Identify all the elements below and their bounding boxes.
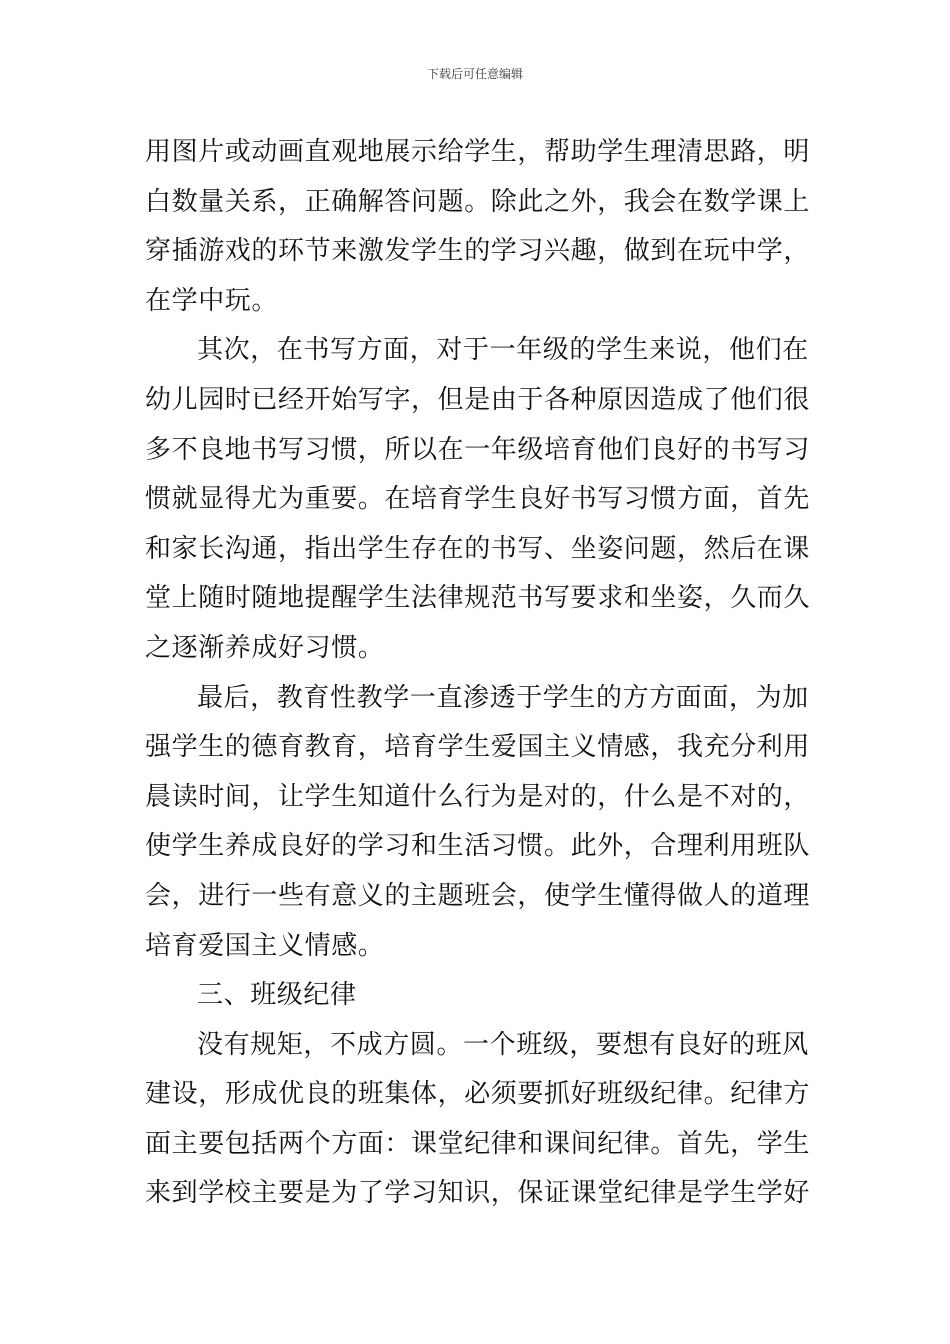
text-line: 惯就显得尤为重要。在培育学生良好书写习惯方面，首先 bbox=[145, 484, 811, 515]
text-line: 穿插游戏的环节来激发学生的学习兴趣，做到在玩中学， bbox=[145, 236, 811, 267]
text-line: 用图片或动画直观地展示给学生，帮助学生理清思路，明 bbox=[145, 137, 811, 167]
page-header: 下载后可任意编辑 bbox=[426, 67, 523, 81]
text-line: 面主要包括两个方面：课堂纪律和课间纪律。首先，学生 bbox=[145, 1128, 811, 1159]
text-line: 建设，形成优良的班集体，必须要抓好班级纪律。纪律方 bbox=[145, 1079, 811, 1110]
text-line: 晨读时间，让学生知道什么行为是对的，什么是不对的， bbox=[145, 781, 811, 812]
text-line: 最后，教育性教学一直渗透于学生的方方面面，为加 bbox=[197, 682, 809, 713]
text-line: 没有规矩，不成方圆。一个班级，要想有良好的班风 bbox=[197, 1029, 809, 1060]
text-line: 幼儿园时已经开始写字，但是由于各种原因造成了他们很 bbox=[145, 384, 811, 415]
text-line: 强学生的德育教育，培育学生爱国主义情感，我充分利用 bbox=[145, 732, 811, 763]
text-line: 和家长沟通，指出学生存在的书写、坐姿问题，然后在课 bbox=[145, 533, 811, 564]
text-line: 堂上随时随地提醒学生法律规范书写要求和坐姿，久而久 bbox=[145, 583, 811, 614]
text-line: 多不良地书写习惯，所以在一年级培育他们良好的书写习 bbox=[145, 434, 811, 465]
text-line: 培育爱国主义情感。 bbox=[145, 930, 385, 961]
text-line: 白数量关系，正确解答问题。除此之外，我会在数学课上 bbox=[145, 186, 811, 217]
text-line: 会，进行一些有意义的主题班会，使学生懂得做人的道理 bbox=[145, 880, 811, 911]
document-body bbox=[145, 128, 811, 1219]
text-line: 之逐渐养成好习惯。 bbox=[145, 632, 385, 663]
text-line: 来到学校主要是为了学习知识，保证课堂纪律是学生学好 bbox=[145, 1178, 811, 1209]
text-line: 使学生养成良好的学习和生活习惯。此外，合理利用班队 bbox=[145, 831, 811, 862]
text-line: 在学中玩。 bbox=[145, 285, 279, 316]
text-line: 三、班级纪律 bbox=[197, 980, 357, 1011]
text-line: 其次，在书写方面，对于一年级的学生来说，他们在 bbox=[197, 335, 809, 366]
